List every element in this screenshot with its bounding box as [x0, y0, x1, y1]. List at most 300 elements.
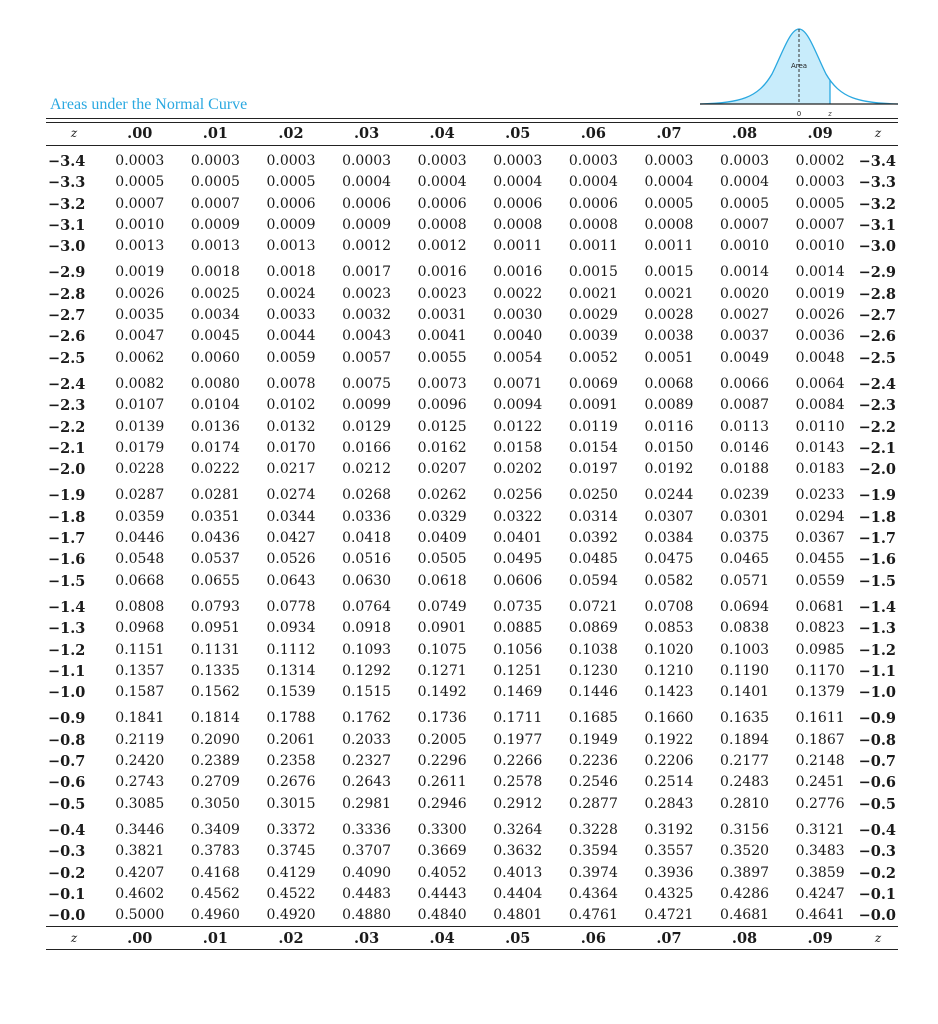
row-z-label-right: −1.6 — [858, 551, 896, 569]
table-cell: 0.0011 — [493, 238, 543, 255]
table-cell: 0.3859 — [795, 864, 845, 881]
table-cell: 0.0107 — [115, 397, 165, 414]
table-cell: 0.0681 — [795, 598, 845, 615]
table-cell: 0.0009 — [266, 216, 316, 233]
table-cell: 0.0853 — [644, 620, 694, 637]
table-cell: 0.0008 — [417, 216, 467, 233]
table-cell: 0.0764 — [342, 598, 392, 615]
row-z-label: −3.1 — [48, 216, 86, 234]
table-cell: 0.3520 — [720, 843, 770, 860]
table-cell: 0.0336 — [342, 508, 392, 525]
table-cell: 0.0495 — [493, 551, 543, 568]
table-cell: 0.0003 — [493, 153, 543, 169]
table-cell: 0.0192 — [644, 461, 694, 478]
table-cell: 0.0040 — [493, 328, 543, 345]
table-cell: 0.0505 — [417, 551, 467, 568]
table-cell: 0.0009 — [342, 216, 392, 233]
table-cell: 0.1515 — [342, 684, 392, 701]
table-cell: 0.1492 — [417, 684, 467, 701]
table-cell: 0.0136 — [190, 418, 240, 435]
table-cell: 0.0018 — [266, 264, 316, 281]
row-z-label: −2.6 — [48, 328, 86, 346]
table-cell: 0.3228 — [568, 821, 618, 838]
table-cell: 0.0055 — [417, 349, 467, 366]
row-z-label-right: −0.5 — [858, 795, 896, 813]
table-cell: 0.0778 — [266, 598, 316, 615]
table-cell: 0.0032 — [342, 307, 392, 324]
table-cell: 0.0294 — [795, 508, 845, 525]
table-cell: 0.0618 — [417, 572, 467, 589]
row-z-label: −1.7 — [48, 530, 86, 548]
table-cell: 0.0022 — [493, 285, 543, 302]
table-cell: 0.1112 — [266, 641, 316, 658]
footer-col-header: .05 — [505, 929, 531, 947]
table-row — [46, 618, 898, 639]
table-cell: 0.0006 — [342, 195, 392, 212]
table-cell: 0.2451 — [795, 774, 845, 791]
row-group — [46, 480, 898, 591]
table-cell: 0.0016 — [493, 264, 543, 281]
table-cell: 0.0004 — [417, 174, 467, 191]
table-cell: 0.0139 — [115, 418, 165, 435]
footer-col-header: .09 — [807, 929, 833, 947]
table-cell: 0.0014 — [720, 264, 770, 281]
table-cell: 0.0668 — [115, 572, 165, 589]
row-z-label: −2.9 — [48, 264, 86, 282]
table-cell: 0.0197 — [568, 461, 618, 478]
table-cell: 0.4364 — [568, 885, 618, 902]
table-cell: 0.4801 — [493, 907, 543, 924]
zero-tick-label: 0 — [796, 110, 802, 118]
table-cell: 0.0735 — [493, 598, 543, 615]
row-z-label-right: −0.0 — [858, 907, 896, 925]
table-row — [46, 236, 898, 257]
table-cell: 0.1539 — [266, 684, 316, 701]
table-cell: 0.3050 — [190, 795, 240, 812]
table-cell: 0.1056 — [493, 641, 543, 658]
table-cell: 0.1401 — [720, 684, 770, 701]
table-cell: 0.0008 — [644, 216, 694, 233]
table-cell: 0.3121 — [795, 821, 845, 838]
table-cell: 0.0021 — [568, 285, 618, 302]
table-cell: 0.5000 — [115, 907, 165, 924]
table-cell: 0.0006 — [568, 195, 618, 212]
row-group — [46, 369, 898, 480]
table-row — [46, 417, 898, 438]
table-cell: 0.3300 — [417, 821, 467, 838]
row-z-label: −1.6 — [48, 551, 86, 569]
table-cell: 0.0808 — [115, 598, 165, 615]
table-cell: 0.0132 — [266, 418, 316, 435]
table-cell: 0.0465 — [720, 551, 770, 568]
row-z-label: −2.5 — [48, 349, 86, 367]
table-cell: 0.0025 — [190, 285, 240, 302]
row-z-label-right: −2.0 — [858, 461, 896, 479]
table-cell: 0.0019 — [115, 264, 165, 281]
table-cell: 0.4761 — [568, 907, 618, 924]
row-z-label: −1.3 — [48, 620, 86, 638]
row-z-label: −1.5 — [48, 572, 86, 590]
table-cell: 0.0075 — [342, 375, 392, 392]
table-cell: 0.0012 — [342, 238, 392, 255]
table-cell: 0.4090 — [342, 864, 392, 881]
table-cell: 0.0068 — [644, 375, 694, 392]
header-col-header: .09 — [807, 125, 833, 143]
table-cell: 0.0026 — [115, 285, 165, 302]
z-table — [46, 123, 898, 950]
table-cell: 0.0014 — [795, 264, 845, 281]
table-cell: 0.0005 — [190, 174, 240, 191]
table-row — [46, 305, 898, 326]
table-cell: 0.1814 — [190, 710, 240, 727]
table-cell: 0.3192 — [644, 821, 694, 838]
table-cell: 0.0003 — [568, 153, 618, 169]
table-cell: 0.0239 — [720, 487, 770, 504]
header-z-label-right: z — [874, 126, 882, 141]
table-cell: 0.2296 — [417, 753, 467, 770]
table-cell: 0.0301 — [720, 508, 770, 525]
table-cell: 0.0031 — [417, 307, 467, 324]
table-cell: 0.0559 — [795, 572, 845, 589]
row-z-label: −3.0 — [48, 238, 86, 256]
table-cell: 0.0359 — [115, 508, 165, 525]
table-cell: 0.0069 — [568, 375, 618, 392]
footer-z-label-right: z — [874, 930, 882, 945]
table-cell: 0.0009 — [190, 216, 240, 233]
table-cell: 0.2514 — [644, 774, 694, 791]
table-cell: 0.0885 — [493, 620, 543, 637]
table-cell: 0.1762 — [342, 710, 392, 727]
table-cell: 0.0047 — [115, 328, 165, 345]
table-cell: 0.0036 — [795, 328, 845, 345]
table-cell: 0.0256 — [493, 487, 543, 504]
table-cell: 0.2119 — [115, 731, 165, 748]
table-cell: 0.0011 — [644, 238, 694, 255]
table-cell: 0.2266 — [493, 753, 543, 770]
table-cell: 0.1190 — [720, 662, 770, 679]
row-z-label: −0.1 — [48, 885, 86, 903]
table-cell: 0.0003 — [417, 153, 467, 169]
table-cell: 0.0384 — [644, 530, 694, 547]
table-cell: 0.1131 — [190, 641, 240, 658]
table-cell: 0.0314 — [568, 508, 618, 525]
table-cell: 0.1379 — [795, 684, 845, 701]
footer-col-header: .06 — [580, 929, 606, 947]
row-z-label-right: −1.5 — [858, 572, 896, 590]
table-cell: 0.0008 — [493, 216, 543, 233]
table-cell: 0.0051 — [644, 349, 694, 366]
table-cell: 0.0005 — [644, 195, 694, 212]
table-row — [46, 257, 898, 283]
table-cell: 0.1894 — [720, 731, 770, 748]
footer-col-header: .02 — [278, 929, 304, 947]
table-cell: 0.2877 — [568, 795, 618, 812]
footer-col-header: .04 — [429, 929, 455, 947]
table-cell: 0.0007 — [115, 195, 165, 212]
table-cell: 0.0080 — [190, 375, 240, 392]
header-col-header: .08 — [731, 125, 758, 143]
table-cell: 0.0119 — [568, 418, 618, 435]
table-cell: 0.0034 — [190, 307, 240, 324]
table-cell: 0.0116 — [644, 418, 694, 435]
table-cell: 0.3669 — [417, 843, 467, 860]
table-cell: 0.0183 — [795, 461, 845, 478]
table-cell: 0.2676 — [266, 774, 316, 791]
table-cell: 0.4286 — [720, 885, 770, 902]
table-cell: 0.3632 — [493, 843, 543, 860]
table-cell: 0.1314 — [266, 662, 316, 679]
table-row — [46, 815, 898, 841]
table-cell: 0.4641 — [795, 907, 845, 924]
normal-table-container — [46, 118, 898, 950]
table-cell: 0.2090 — [190, 731, 240, 748]
table-cell: 0.0485 — [568, 551, 618, 568]
header-col-header: .06 — [580, 125, 606, 143]
table-cell: 0.0274 — [266, 487, 316, 504]
table-cell: 0.1003 — [720, 641, 770, 658]
table-cell: 0.0170 — [266, 439, 316, 456]
table-cell: 0.1020 — [644, 641, 694, 658]
table-cell: 0.0071 — [493, 375, 543, 392]
table-header — [46, 123, 898, 146]
table-cell: 0.0003 — [115, 153, 165, 169]
table-cell: 0.3936 — [644, 864, 694, 881]
table-cell: 0.0250 — [568, 487, 618, 504]
table-row — [46, 395, 898, 416]
table-cell: 0.0455 — [795, 551, 845, 568]
table-cell: 0.0049 — [720, 349, 770, 366]
table-row — [46, 459, 898, 480]
header-col-header: .04 — [429, 125, 455, 143]
table-cell: 0.2776 — [795, 795, 845, 812]
table-cell: 0.3446 — [115, 821, 165, 838]
table-cell: 0.0027 — [720, 307, 770, 324]
table-cell: 0.0028 — [644, 307, 694, 324]
table-cell: 0.1611 — [795, 710, 845, 727]
table-cell: 0.1251 — [493, 662, 543, 679]
table-cell: 0.0039 — [568, 328, 618, 345]
table-cell: 0.0351 — [190, 508, 240, 525]
table-cell: 0.0202 — [493, 461, 543, 478]
table-cell: 0.2206 — [644, 753, 694, 770]
footer-col-header: .03 — [353, 929, 380, 947]
table-cell: 0.3409 — [190, 821, 240, 838]
table-cell: 0.1977 — [493, 731, 543, 748]
table-cell: 0.0096 — [417, 397, 467, 414]
table-cell: 0.3372 — [266, 821, 316, 838]
row-z-label-right: −0.9 — [858, 710, 896, 728]
table-row — [46, 640, 898, 661]
table-cell: 0.4404 — [493, 885, 543, 902]
table-cell: 0.1357 — [115, 662, 165, 679]
footer-col-header: .08 — [731, 929, 758, 947]
row-z-label-right: −3.2 — [858, 195, 896, 213]
table-cell: 0.0571 — [720, 572, 770, 589]
table-cell: 0.0548 — [115, 551, 165, 568]
table-cell: 0.4920 — [266, 907, 316, 924]
table-cell: 0.0244 — [644, 487, 694, 504]
table-cell: 0.0307 — [644, 508, 694, 525]
row-z-label-right: −2.7 — [858, 307, 896, 325]
table-cell: 0.0010 — [720, 238, 770, 255]
table-cell: 0.0154 — [568, 439, 618, 456]
row-z-label: −3.3 — [48, 174, 86, 192]
table-cell: 0.4168 — [190, 864, 240, 881]
row-z-label: −1.0 — [48, 684, 86, 702]
table-cell: 0.0007 — [795, 216, 845, 233]
header-col-header: .01 — [202, 125, 228, 143]
table-cell: 0.0023 — [417, 285, 467, 302]
table-footer — [46, 927, 898, 951]
footer-col-header: .01 — [202, 929, 228, 947]
row-group — [46, 257, 898, 368]
table-cell: 0.1788 — [266, 710, 316, 727]
table-cell: 0.0002 — [795, 153, 845, 169]
table-cell: 0.0207 — [417, 461, 467, 478]
table-cell: 0.0003 — [795, 174, 845, 191]
table-cell: 0.0322 — [493, 508, 543, 525]
row-z-label-right: −2.8 — [858, 285, 896, 303]
table-cell: 0.2033 — [342, 731, 392, 748]
table-cell: 0.0217 — [266, 461, 316, 478]
normal-curve-diagram — [700, 24, 898, 119]
table-cell: 0.0048 — [795, 349, 845, 366]
table-row — [46, 438, 898, 459]
table-cell: 0.0823 — [795, 620, 845, 637]
table-cell: 0.4129 — [266, 864, 316, 881]
table-cell: 0.4052 — [417, 864, 467, 881]
table-cell: 0.2148 — [795, 753, 845, 770]
table-cell: 0.0029 — [568, 307, 618, 324]
table-row — [46, 751, 898, 772]
row-z-label-right: −2.2 — [858, 418, 896, 436]
table-cell: 0.0082 — [115, 375, 165, 392]
table-row — [46, 348, 898, 369]
table-cell: 0.0003 — [266, 153, 316, 169]
table-cell: 0.2546 — [568, 774, 618, 791]
table-row — [46, 703, 898, 729]
table-cell: 0.0158 — [493, 439, 543, 456]
table-row — [46, 284, 898, 305]
table-cell: 0.0281 — [190, 487, 240, 504]
table-cell: 0.0375 — [720, 530, 770, 547]
table-cell: 0.0003 — [644, 153, 694, 169]
table-cell: 0.1660 — [644, 710, 694, 727]
row-z-label-right: −0.1 — [858, 885, 896, 903]
top-rule — [46, 118, 898, 119]
table-cell: 0.0006 — [493, 195, 543, 212]
row-z-label-right: −0.6 — [858, 774, 896, 792]
table-cell: 0.3264 — [493, 821, 543, 838]
table-cell: 0.2709 — [190, 774, 240, 791]
table-cell: 0.2005 — [417, 731, 467, 748]
footer-col-header: .07 — [656, 929, 682, 947]
table-row — [46, 661, 898, 682]
table-cell: 0.0015 — [568, 264, 618, 281]
table-cell: 0.4960 — [190, 907, 240, 924]
row-z-label: −0.0 — [48, 907, 86, 925]
table-cell: 0.0038 — [644, 328, 694, 345]
table-cell: 0.0655 — [190, 572, 240, 589]
table-row — [46, 863, 898, 884]
header-col-header: .05 — [505, 125, 531, 143]
row-z-label: −0.2 — [48, 864, 86, 882]
table-cell: 0.0062 — [115, 349, 165, 366]
table-cell: 0.0721 — [568, 598, 618, 615]
table-cell: 0.0934 — [266, 620, 316, 637]
row-z-label-right: −1.8 — [858, 508, 896, 526]
table-cell: 0.0012 — [417, 238, 467, 255]
table-cell: 0.0951 — [190, 620, 240, 637]
table-cell: 0.0708 — [644, 598, 694, 615]
table-cell: 0.1093 — [342, 641, 392, 658]
table-row — [46, 528, 898, 549]
row-z-label-right: −2.1 — [858, 439, 896, 457]
row-group — [46, 146, 898, 257]
row-z-label: −3.2 — [48, 195, 86, 213]
row-z-label: −2.7 — [48, 307, 86, 325]
table-cell: 0.2946 — [417, 795, 467, 812]
table-cell: 0.0694 — [720, 598, 770, 615]
table-cell: 0.1841 — [115, 710, 165, 727]
table-cell: 0.1423 — [644, 684, 694, 701]
table-cell: 0.3707 — [342, 843, 392, 860]
table-cell: 0.0125 — [417, 418, 467, 435]
table-cell: 0.0582 — [644, 572, 694, 589]
table-cell: 0.0418 — [342, 530, 392, 547]
table-cell: 0.2743 — [115, 774, 165, 791]
table-cell: 0.3897 — [720, 864, 770, 881]
row-z-label: −0.7 — [48, 753, 86, 771]
table-cell: 0.0005 — [115, 174, 165, 191]
footer-col-header: .00 — [127, 929, 153, 947]
table-row — [46, 326, 898, 347]
table-cell: 0.0262 — [417, 487, 467, 504]
table-cell: 0.0150 — [644, 439, 694, 456]
row-z-label: −1.4 — [48, 598, 86, 616]
table-cell: 0.0179 — [115, 439, 165, 456]
table-cell: 0.0030 — [493, 307, 543, 324]
row-z-label-right: −1.7 — [858, 530, 896, 548]
table-cell: 0.0019 — [795, 285, 845, 302]
row-z-label: −0.4 — [48, 821, 86, 839]
table-cell: 0.0021 — [644, 285, 694, 302]
table-cell: 0.0013 — [115, 238, 165, 255]
table-row — [46, 146, 898, 172]
row-z-label-right: −2.9 — [858, 264, 896, 282]
table-cell: 0.0329 — [417, 508, 467, 525]
row-z-label-right: −1.3 — [858, 620, 896, 638]
table-cell: 0.3783 — [190, 843, 240, 860]
table-cell: 0.0003 — [720, 153, 770, 169]
table-cell: 0.2236 — [568, 753, 618, 770]
table-cell: 0.0010 — [795, 238, 845, 255]
table-cell: 0.0392 — [568, 530, 618, 547]
table-cell: 0.0078 — [266, 375, 316, 392]
table-cell: 0.3085 — [115, 795, 165, 812]
table-cell: 0.0035 — [115, 307, 165, 324]
table-row — [46, 480, 898, 506]
table-cell: 0.0526 — [266, 551, 316, 568]
table-cell: 0.1075 — [417, 641, 467, 658]
row-z-label: −0.3 — [48, 843, 86, 861]
row-z-label-right: −1.4 — [858, 598, 896, 616]
z-tick-label: z — [828, 110, 832, 118]
table-row — [46, 571, 898, 592]
table-cell: 0.0013 — [266, 238, 316, 255]
table-cell: 0.0018 — [190, 264, 240, 281]
table-cell: 0.0003 — [190, 153, 240, 169]
